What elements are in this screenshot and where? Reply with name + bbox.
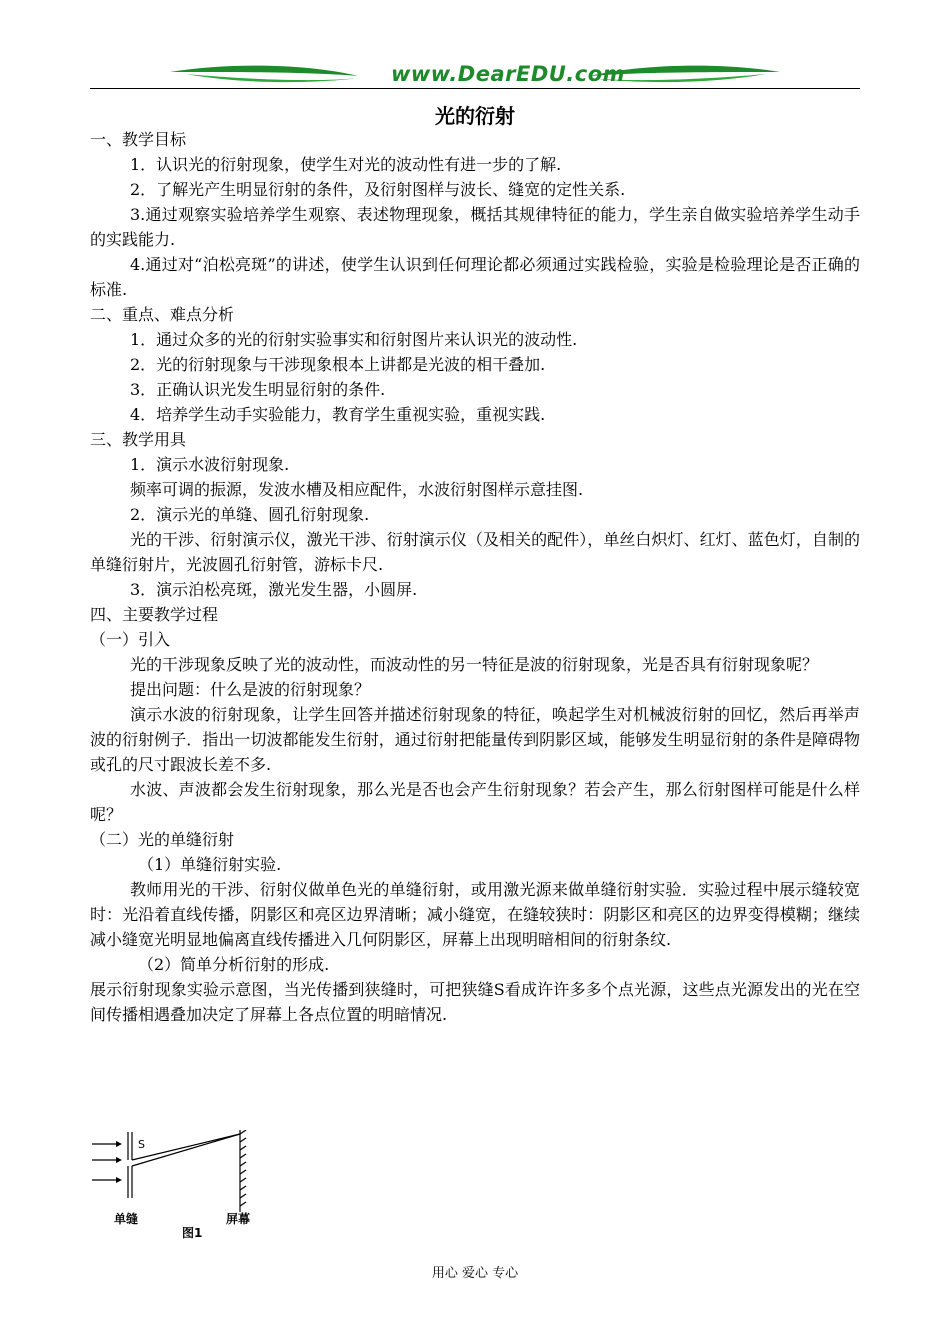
list-item: 3.通过观察实验培养学生观察、表述物理现象，概括其规律特征的能力，学生亲自做实验培养学生动手的实践能力. bbox=[90, 205, 860, 249]
paragraph: 教师用光的干涉、衍射仪做单色光的单缝衍射，或用激光源来做单缝衍射实验．实验过程中展示缝较宽时：光沿着直线传播，阴影区和亮区边界清晰；减小缝宽，在缝较狭时：阴影区和亮区的边界变得模糊；继续减小缝宽光明显地偏离直线传播进入几何阴影区，屏幕上出现明暗相间的衍射条纹. bbox=[90, 880, 860, 949]
list-item: 2．光的衍射现象与干涉现象根本上讲都是光波的相干叠加. bbox=[130, 355, 546, 374]
figure-caption: 图1 bbox=[182, 1226, 203, 1240]
screen-label: 屏幕 bbox=[226, 1212, 251, 1226]
paragraph: 水波、声波都会发生衍射现象，那么光是否也会产生衍射现象？若会产生，那么衍射图样可能是什么样呢？ bbox=[90, 780, 860, 824]
list-item: 3．演示泊松亮斑，激光发生器，小圆屏. bbox=[130, 580, 418, 599]
list-item: 1．通过众多的光的衍射实验事实和衍射图片来认识光的波动性. bbox=[130, 330, 578, 349]
paragraph: 光的干涉现象反映了光的波动性，而波动性的另一特征是波的衍射现象，光是否具有衍射现象呢？ bbox=[130, 655, 819, 674]
header-divider bbox=[90, 88, 860, 89]
subsection-heading: （一）引入 bbox=[90, 630, 171, 649]
list-item: 1．认识光的衍射现象，使学生对光的波动性有进一步的了解. bbox=[130, 155, 562, 174]
document-body bbox=[90, 127, 860, 1027]
paragraph: 展示衍射现象实验示意图，当光传播到狭缝时，可把狭缝S看成许许多多个点光源，这些点光源发出的光在空间传播相遇叠加决定了屏幕上各点位置的明暗情况. bbox=[90, 980, 860, 1024]
paragraph: 频率可调的振源，发波水槽及相应配件，水波衍射图样示意挂图. bbox=[130, 480, 584, 499]
step-heading: （1）单缝衍射实验. bbox=[138, 855, 282, 874]
list-item: 4.通过对“泊松亮斑”的讲述，使学生认识到任何理论都必须通过实践检验，实验是检验理论是否正确的标准. bbox=[90, 255, 860, 299]
subsection-heading: （二）光的单缝衍射 bbox=[90, 830, 235, 849]
step-heading: （2）简单分析衍射的形成. bbox=[138, 955, 330, 974]
page-footer: 用心 爱心 专心 bbox=[431, 1266, 519, 1281]
paragraph: 提出问题：什么是波的衍射现象？ bbox=[130, 680, 371, 699]
page-title: 光的衍射 bbox=[435, 104, 515, 128]
diffraction-figure bbox=[90, 1130, 280, 1242]
section-heading: 四、主要教学过程 bbox=[90, 605, 219, 624]
list-item: 1．演示水波衍射现象. bbox=[130, 455, 290, 474]
paragraph: 演示水波的衍射现象，让学生回答并描述衍射现象的特征，唤起学生对机械波衍射的回忆，然后再举声波的衍射例子．指出一切波都能发生衍射，通过衍射把能量传到阴影区域，能够发生明显衍射的条件是障碍物或孔的尺寸跟波长差不多. bbox=[90, 705, 860, 774]
section-heading: 一、教学目标 bbox=[90, 130, 187, 149]
site-header bbox=[90, 58, 860, 90]
section-heading: 三、教学用具 bbox=[90, 430, 187, 449]
site-logo-text: www.DearEDU.com bbox=[390, 62, 626, 86]
list-item: 2．了解光产生明显衍射的条件，及衍射图样与波长、缝宽的定性关系. bbox=[130, 180, 626, 199]
paragraph: 光的干涉、衍射演示仪，激光干涉、衍射演示仪（及相关的配件），单丝白炽灯、红灯、蓝色灯，自制的单缝衍射片，光波圆孔衍射管，游标卡尺. bbox=[90, 530, 860, 574]
list-item: 4．培养学生动手实验能力，教育学生重视实验，重视实践. bbox=[130, 405, 546, 424]
slit-label: 单缝 bbox=[114, 1212, 139, 1226]
slit-symbol-label: S bbox=[138, 1138, 145, 1151]
list-item: 2．演示光的单缝、圆孔衍射现象. bbox=[130, 505, 370, 524]
list-item: 3．正确认识光发生明显衍射的条件. bbox=[130, 380, 386, 399]
section-heading: 二、重点、难点分析 bbox=[90, 305, 235, 324]
